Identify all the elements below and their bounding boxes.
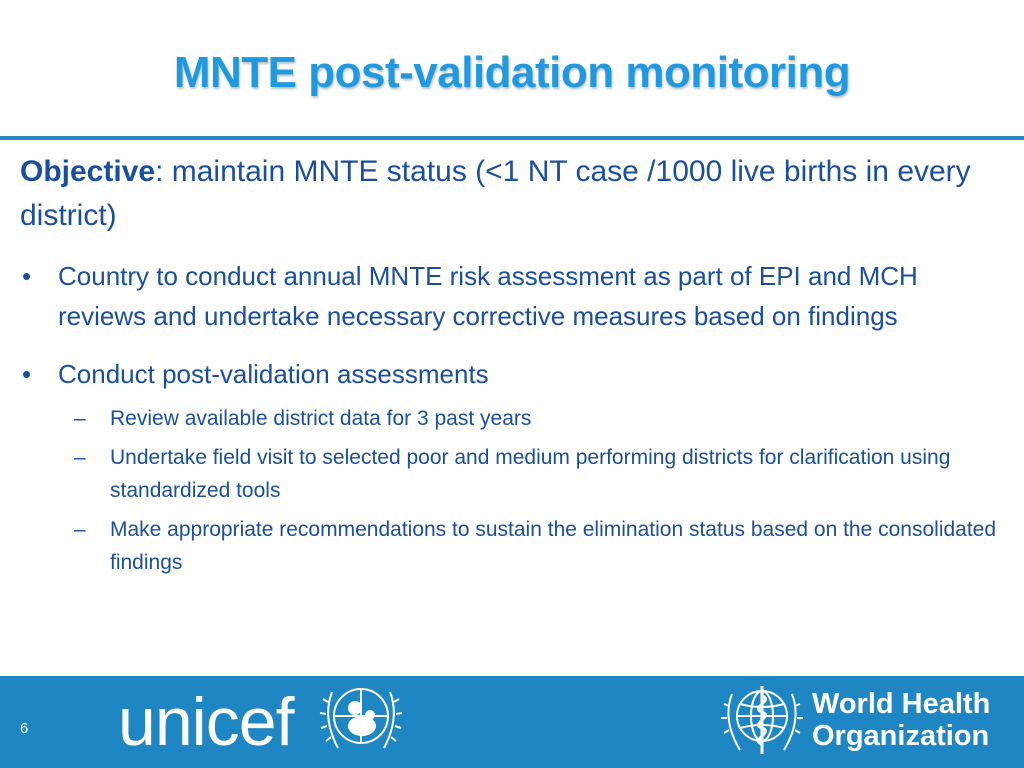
who-emblem-icon (718, 682, 806, 762)
unicef-logo-text: unicef (118, 684, 294, 760)
sub-bullet-item (20, 441, 1010, 507)
objective-paragraph (20, 150, 1010, 238)
bullet-text: Country to conduct annual MNTE risk assessment as part of EPI and MCH reviews and undertake necessary corrective measures based on findings (58, 261, 918, 331)
who-name (812, 688, 990, 752)
footer-bar (0, 676, 1024, 768)
objective-text: : maintain MNTE status (<1 NT case /1000 live births in every district) (20, 155, 971, 232)
title-divider (0, 136, 1024, 140)
unicef-emblem-icon (318, 682, 404, 762)
slide-number: 6 (20, 720, 29, 737)
slide-title: MNTE post-validation monitoring (173, 48, 851, 97)
bullet-item (20, 256, 1010, 336)
sub-bullet-item (20, 513, 1010, 579)
sub-bullet-item (20, 402, 1010, 435)
slide-content (20, 150, 1010, 585)
bullet-marker: • (22, 359, 32, 389)
sub-bullet-text: Undertake field visit to selected poor and medium performing districts for clarification using standardized tools (110, 446, 951, 502)
who-line-2: Organization (812, 720, 990, 752)
objective-label: Objective (20, 155, 156, 188)
sub-bullet-marker: – (74, 518, 86, 541)
sub-bullet-marker: – (74, 407, 86, 430)
bullet-text: Conduct post-validation assessments (58, 359, 489, 389)
bullet-marker: • (22, 261, 32, 291)
who-line-1: World Health (812, 688, 991, 720)
bullet-item (20, 354, 1010, 394)
sub-bullet-text: Make appropriate recommendations to sustain the elimination status based on the consolidated findings (110, 518, 997, 574)
sub-bullet-text: Review available district data for 3 past years (110, 407, 532, 430)
sub-bullet-marker: – (74, 446, 86, 469)
